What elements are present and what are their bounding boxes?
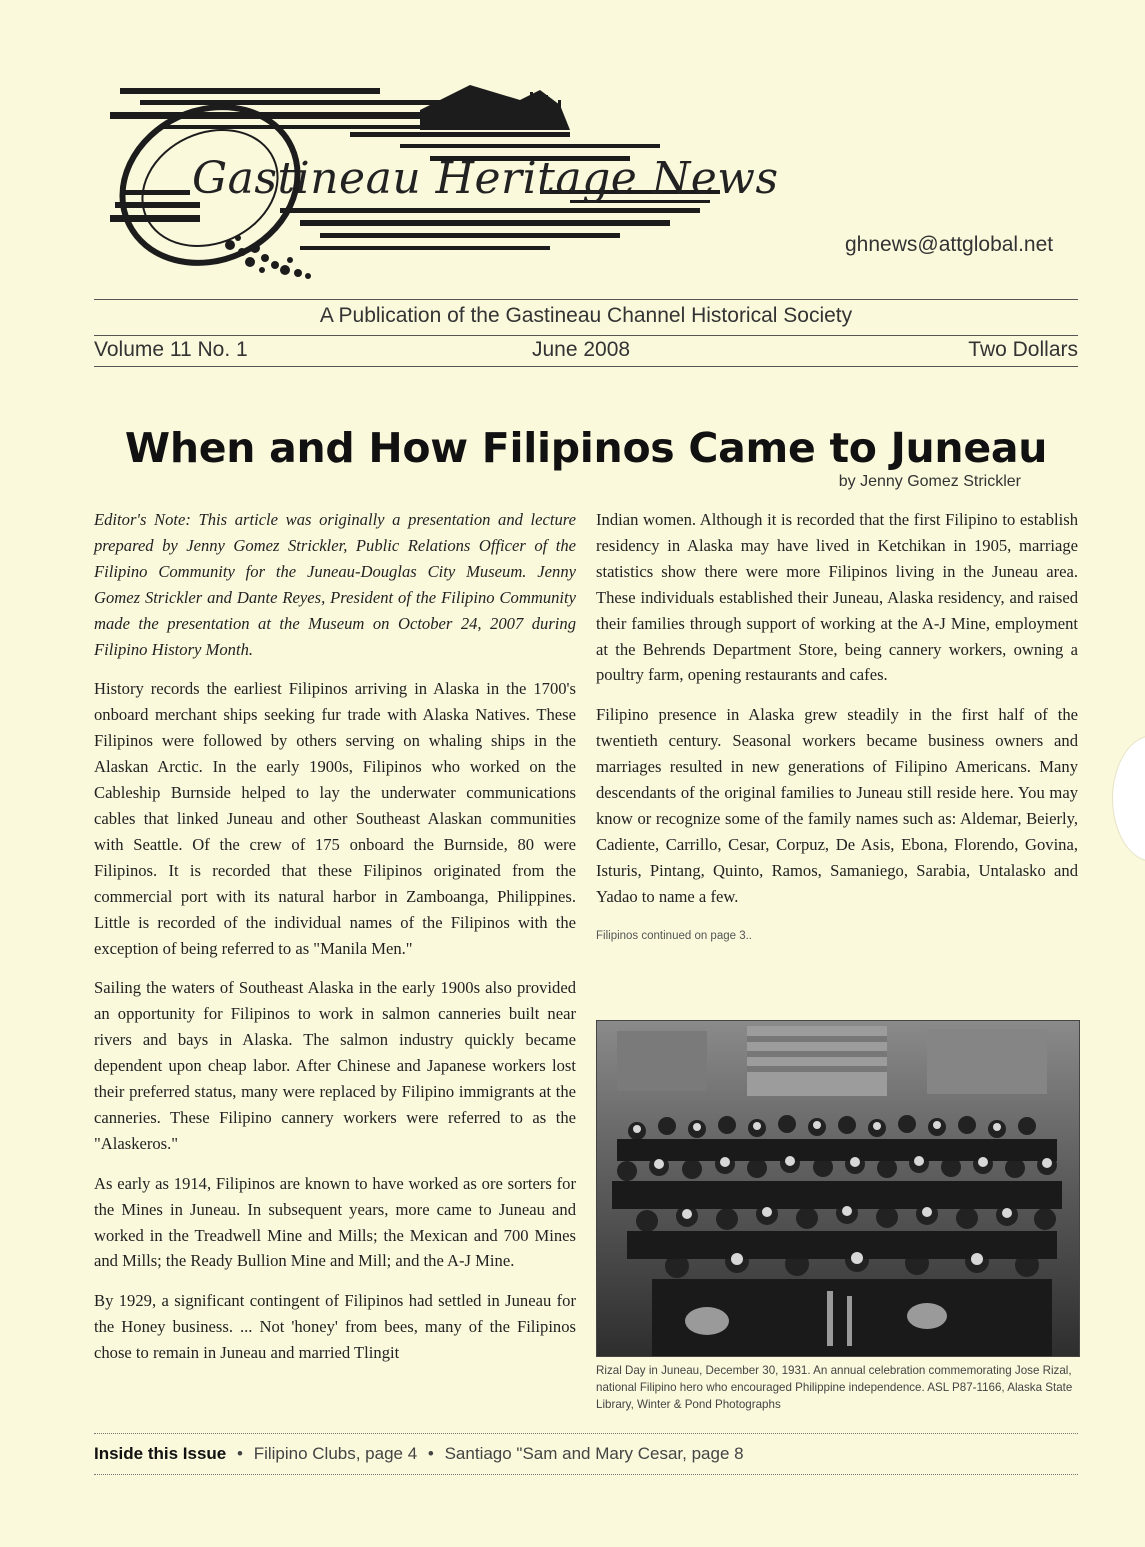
paragraph: Indian women. Although it is recorded that the first Filipino to establish residency in Alaska may have lived in Ketchikan in 1905, marriage statistics show there were more Filipinos living in the Juneau area. These individuals established their Juneau, Alaska residency, and raised their families through support of working at the A-J Mine, employment at the Behrends Department Store, being cannery workers, owning a poultry farm, opening restaurants and cafes. [596,510,1078,685]
publication-subtitle: A Publication of the Gastineau Channel Historical Society [319,304,853,327]
rizal-day-photo [596,1020,1080,1357]
editor-note: Editor's Note: This article was originally a presentation and lecture prepared by Jenny Gomez Strickler, Public Relations Officer of the Filipino Community for the Juneau-Douglas City Museum. Jenny Gomez Strickler and Dante Reyes, President of the Filipino Community made the presentation at the Museum on October 24, 2007 during Filipino History Month. [94,510,576,659]
group-photo-icon [597,1021,1079,1356]
inside-item[interactable]: Santiago "Sam and Mary Cesar, page 8 [444,1444,744,1463]
volume-number: Volume 11 No. 1 [94,338,248,361]
continued-note: Filipinos continued on page 3.. [596,929,752,942]
inside-this-issue [94,1444,1078,1464]
article-headline: When and How Filipinos Came to Juneau [124,424,1048,472]
paragraph: As early as 1914, Filipinos are known to have worked as ore sorters for the Mines in Juneau. In subsequent years, more came to Juneau and worked in the Treadwell Mine and Mills; the Mexican and 700 Mines and Mills; the Ready Bullion Mine and Mill; and the A-J Mine. [94,1173,576,1271]
footer-divider [94,1433,1078,1434]
bullet: • [237,1444,243,1463]
issue-date: June 2008 [532,338,631,361]
footer-divider [94,1474,1078,1475]
issue-price: Two Dollars [968,338,1078,361]
bullet: • [427,1444,434,1463]
paragraph: Sailing the waters of Southeast Alaska in the early 1900s also provided an opportunity for Filipinos to work in salmon canneries built near rivers and bays in Alaska. The salmon industry quickly became dependent upon cheap labor. After Chinese and Japanese workers lost their preferred status, many were replaced by Filipino immigrants at the canneries. These Filipino cannery workers were referred to as the "Alaskeros." [94,978,576,1153]
masthead-logo [100,70,779,285]
divider [94,366,1078,367]
paragraph: By 1929, a significant contingent of Filipinos had settled in Juneau for the Honey business. ... Not 'honey' from bees, many of the Filipinos chose to remain in Juneau and married Tlingit [94,1291,576,1363]
article-byline: by Jenny Gomez Strickler [838,473,1021,490]
photo-caption: Rizal Day in Juneau, December 30, 1931. An annual celebration commemorating Jose Rizal, national Filipino hero who encouraged Philippine independence. ASL P87-1166, Alaska State Library, Winter & Pond Photographs [596,1364,1073,1411]
inside-item[interactable]: Filipino Clubs, page 4 [253,1444,418,1463]
contact-email[interactable]: ghnews@attglobal.net [845,233,1054,256]
divider [94,299,1078,300]
article-column-left [94,507,576,1380]
paragraph: Filipino presence in Alaska grew steadily in the first half of the twentieth century. Seasonal workers became business owners and marriages resulted in new generations of Filipino Americans. Many descendants of the original families to Juneau still reside here. You may know or recognize some of the family names such as: Aldemar, Beierly, Cadiente, Carrillo, Cesar, Corpuz, De Asis, Ebona, Florendo, Govina, Isturis, Pintang, Quinto, Ramos, Samaniego, Sarabia, Untalasko and Yadao to name a few. [596,705,1078,906]
page-edge-tab [1112,735,1145,862]
paragraph: History records the earliest Filipinos arriving in Alaska in the 1700's onboard merchant ships seeking fur trade with Alaska Natives. These Filipinos were followed by others serving on whaling ships in the Alaskan Arctic. In the early 1900s, Filipinos who worked on the Cableship Burnside helped to lay the underwater communications cables that linked Juneau and other Southeast Alaskan communities with Seattle. Of the crew of 175 onboard the Burnside, 80 were Filipinos. It is recorded that these Filipinos originated from the commercial port with its natural harbor in Zamboanga, Philippines. Little is recorded of the individual names of the Filipinos with the exception of being referred to as "Manila Men." [94,679,576,958]
inside-label: Inside this Issue [94,1444,227,1463]
masthead-title: Gastineau Heritage News [192,153,779,204]
divider [94,335,1078,336]
article-column-right [596,507,1078,964]
